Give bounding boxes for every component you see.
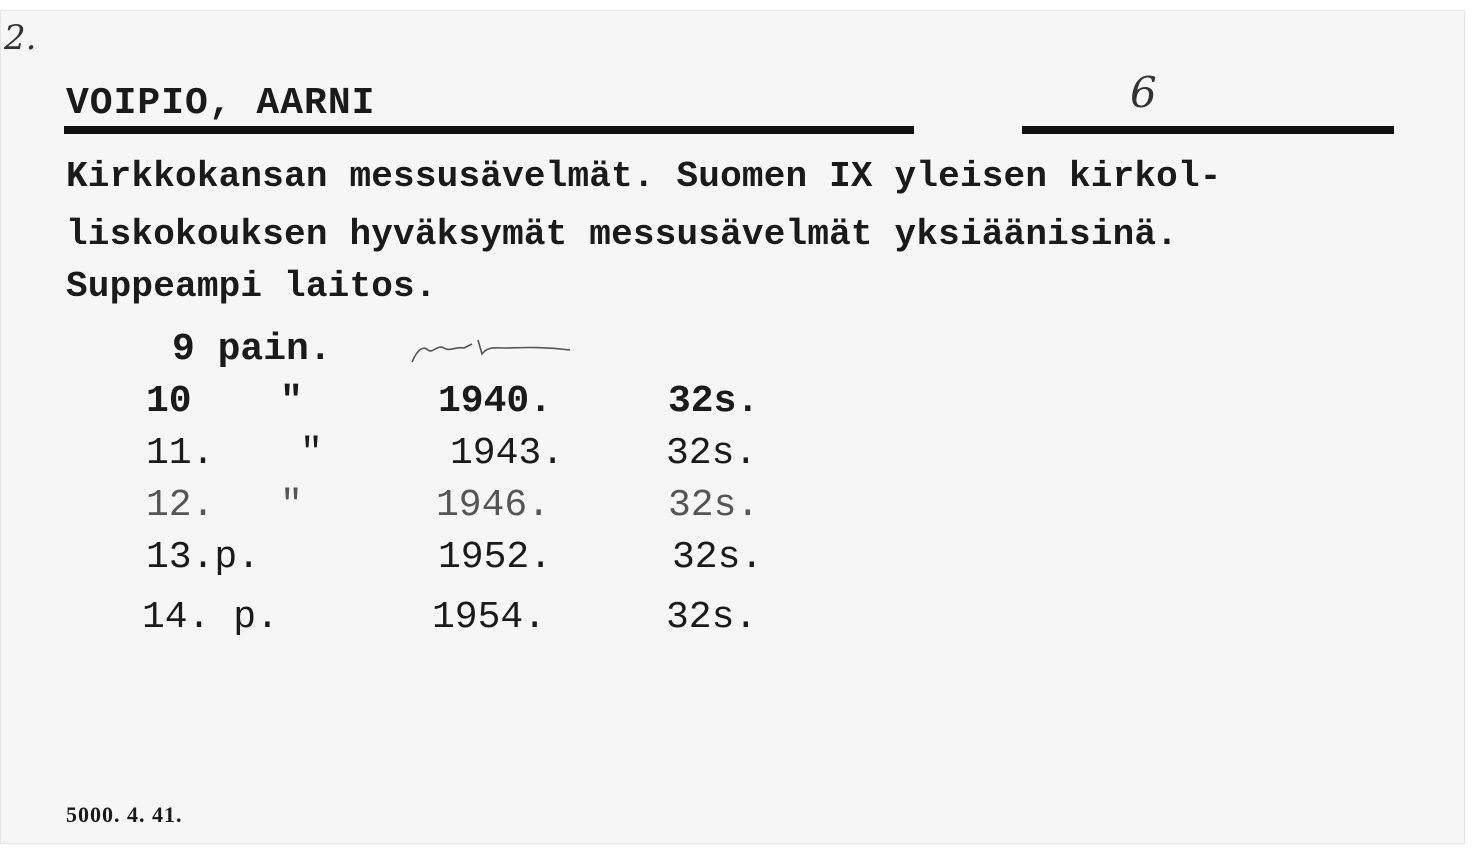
edition-year: 1954. (432, 596, 547, 639)
catalog-card (0, 10, 1465, 844)
print-code: 5000. 4. 41. (66, 802, 183, 827)
heading-rule-left (64, 126, 914, 134)
corner-handwritten-mark: 2. (4, 18, 37, 58)
edition-year: 1940. (438, 380, 553, 423)
edition-pages: 32s. (666, 596, 758, 639)
ditto-mark: " (280, 380, 303, 423)
ditto-mark: " (280, 484, 303, 527)
edition-pages: 32s. (668, 380, 760, 423)
edition-pages: 32s. (668, 484, 760, 527)
edition-number: 10 (146, 380, 192, 423)
edition-number: 11. (146, 432, 215, 475)
heading-rule-right (1022, 126, 1394, 134)
title-line-3: Suppeampi laitos. (66, 266, 437, 307)
shelf-mark-handwritten: 6 (1130, 68, 1157, 117)
edition-pages: 32s. (672, 536, 764, 579)
edition-number: 12. (146, 484, 215, 527)
title-line-2: liskokouksen hyväksymät messusävelmät yksiäänisinä. (66, 214, 1178, 255)
edition-number: 9 pain. (172, 328, 332, 371)
ditto-mark: " (300, 432, 323, 475)
edition-year: 1943. (450, 432, 565, 475)
edition-number: 14. p. (142, 596, 279, 639)
edition-year: 1946. (436, 484, 551, 527)
edition-pages: 32s. (666, 432, 758, 475)
author-heading: VOIPIO, AARNI (66, 82, 376, 125)
edition-number: 13.p. (146, 536, 261, 579)
title-line-1: Kirkkokansan messusävelmät. Suomen IX yleisen kirkol- (66, 156, 1222, 197)
handwritten-scribble (408, 338, 578, 366)
edition-year: 1952. (438, 536, 553, 579)
